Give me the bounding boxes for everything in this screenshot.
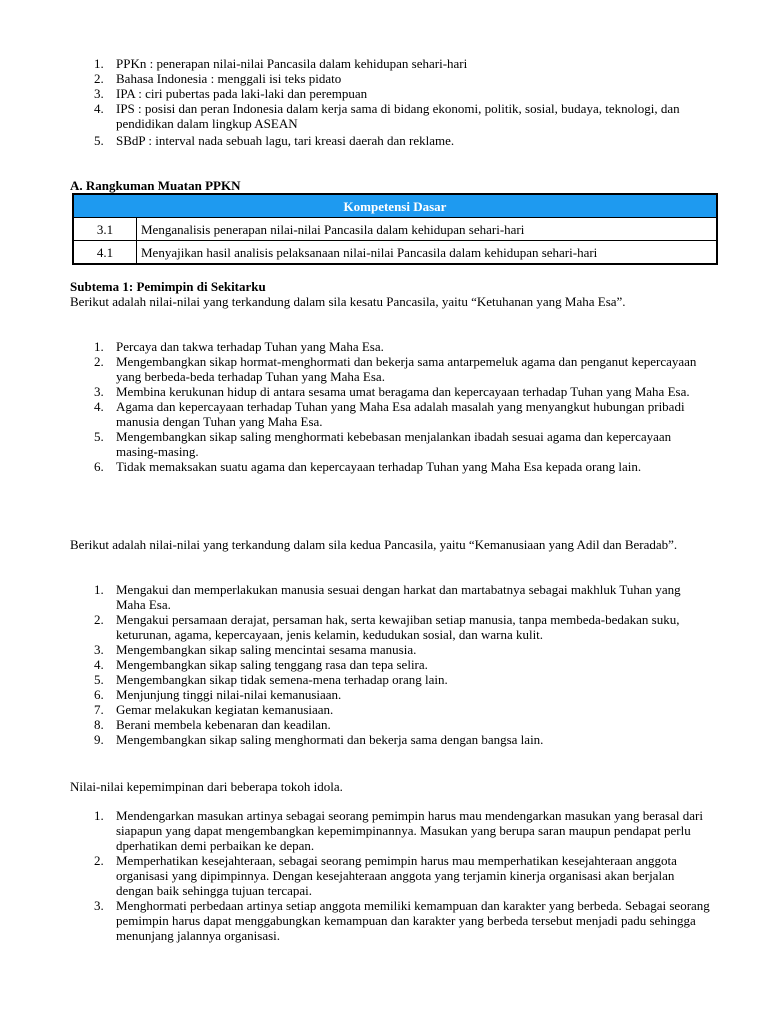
table-row bbox=[73, 241, 717, 265]
list-item-text: Percaya dan takwa terhadap Tuhan yang Maha Esa. bbox=[116, 339, 384, 354]
kd-code: 3.1 bbox=[73, 218, 137, 241]
list-item-text: PPKn : penerapan nilai-nilai Pancasila dalam kehidupan sehari-hari bbox=[116, 56, 468, 71]
list-item-text: Membina kerukunan hidup di antara sesama umat beragama dan kepercayaan terhadap Tuhan yang Maha Esa. bbox=[116, 384, 690, 399]
list-item-text: Mendengarkan masukan artinya sebagai seorang pemimpin harus mau mendengarkan masukan yang berasal dari siapapun yang dapat mengembangkan kepemimpinannya. Masukan yang berupa saran maupun pendapat perlu dperhatikan demi perbaikan ke depan. bbox=[116, 808, 703, 853]
leader-intro: Nilai-nilai kepemimpinan dari beberapa tokoh idola. bbox=[70, 779, 343, 794]
list-item: 4. IPS : posisi dan peran Indonesia dalam kerja sama di bidang ekonomi, politik, sosial, budaya, teknologi, dan pendidikan dalam lingkup ASEAN bbox=[94, 101, 680, 131]
kompetensi-dasar-table bbox=[72, 193, 718, 265]
list-item-text: Memperhatikan kesejahteraan, sebagai seorang pemimpin harus mau memperhatikan kesejahteraan anggota organisasi yang dipimpinnya. Dengan kesejahteraan anggota yang terjamin kinerja organisasi akan berjalan dengan baik sehingga tujuan tercapai. bbox=[116, 853, 677, 898]
kd-code: 4.1 bbox=[73, 241, 137, 265]
list-item: 1. Mengakui dan memperlakukan manusia sesuai dengan harkat dan martabatnya sebagai makhluk Tuhan yang Maha Esa. bbox=[94, 582, 681, 612]
list-item: 3. Menghormati perbedaan artinya setiap anggota memiliki kemampuan dan karakter yang berbeda. Sebagai seorang pemimpin harus dapat menggabungkan kemampuan dan karakter yang berbeda tersebut menjadi padu sehingga menunjang jalannya organisasi. bbox=[94, 898, 710, 943]
leader-list bbox=[70, 808, 710, 943]
list-item-text: Mengembangkan sikap hormat-menghormati dan bekerja sama antarpemeluk agama dan penganut kepercayaan yang berbeda-beda terhadap Tuhan yang Maha Esa. bbox=[116, 354, 697, 384]
list-item-text: Bahasa Indonesia : menggali isi teks pidato bbox=[116, 71, 342, 86]
list-item-text: SBdP : interval nada sebuah lagu, tari kreasi daerah dan reklame. bbox=[116, 133, 455, 148]
list-item: 2. Mengembangkan sikap hormat-menghormati dan bekerja sama antarpemeluk agama dan penganut kepercayaan yang berbeda-beda terhadap Tuhan yang Maha Esa. bbox=[94, 354, 697, 384]
list-item-text: Mengembangkan sikap tidak semena-mena terhadap orang lain. bbox=[116, 672, 448, 687]
list-item: 1. Percaya dan takwa terhadap Tuhan yang Maha Esa. bbox=[94, 339, 384, 354]
list-item: 5. Mengembangkan sikap saling menghormati kebebasan menjalankan ibadah sesuai agama dan kepercayaan masing-masing. bbox=[94, 429, 672, 459]
list-item-text: Berani membela kebenaran dan keadilan. bbox=[116, 717, 331, 732]
list-item: 3. Mengembangkan sikap saling mencintai sesama manusia. bbox=[94, 642, 417, 657]
list-item: 2. Bahasa Indonesia : menggali isi teks pidato bbox=[94, 71, 342, 86]
list-item-text: Menghormati perbedaan artinya setiap anggota memiliki kemampuan dan karakter yang berbeda. Sebagai seorang pemimpin harus dapat menggabungkan kemampuan dan karakter yang berbeda tersebut menjadi padu sehingga menunjang jalannya organisasi. bbox=[116, 898, 710, 943]
list-item: 2. Mengakui persamaan derajat, persaman hak, serta kewajiban setiap manusia, tanpa membeda-bedakan suku, keturunan, agama, kepercayaan, jenis kelamin, kedudukan sosial, dan warna kulit. bbox=[94, 612, 680, 642]
section-a-title: A. Rangkuman Muatan PPKN bbox=[70, 178, 241, 193]
table-row bbox=[73, 218, 717, 241]
subject-list bbox=[70, 56, 710, 148]
list-item: 6. Tidak memaksakan suatu agama dan kepercayaan terhadap Tuhan yang Maha Esa kepada orang lain. bbox=[94, 459, 642, 474]
list-item: 4. Mengembangkan sikap saling tenggang rasa dan tepa selira. bbox=[94, 657, 428, 672]
kd-text: Menganalisis penerapan nilai-nilai Pancasila dalam kehidupan sehari-hari bbox=[137, 218, 718, 241]
list-item: 2. Memperhatikan kesejahteraan, sebagai seorang pemimpin harus mau memperhatikan kesejahteraan anggota organisasi yang dipimpinnya. Dengan kesejahteraan anggota yang terjamin kinerja organisasi akan berjalan dengan baik sehingga tujuan tercapai. bbox=[94, 853, 677, 898]
list-item: 3. Membina kerukunan hidup di antara sesama umat beragama dan kepercayaan terhadap Tuhan yang Maha Esa. bbox=[94, 384, 690, 399]
list-item-text: Gemar melakukan kegiatan kemanusiaan. bbox=[116, 702, 334, 717]
list-item-text: Mengembangkan sikap saling menghormati dan bekerja sama dengan bangsa lain. bbox=[116, 732, 544, 747]
sila2-intro: Berikut adalah nilai-nilai yang terkandung dalam sila kedua Pancasila, yaitu “Kemanusiaan yang Adil dan Beradab”. bbox=[70, 537, 678, 552]
list-item: 1. Mendengarkan masukan artinya sebagai seorang pemimpin harus mau mendengarkan masukan yang berasal dari siapapun yang dapat mengembangkan kepemimpinannya. Masukan yang berupa saran maupun pendapat perlu dperhatikan demi perbaikan ke depan. bbox=[94, 808, 703, 853]
kd-text: Menyajikan hasil analisis pelaksanaan nilai-nilai Pancasila dalam kehidupan sehari-hari bbox=[137, 241, 718, 265]
list-item-text: IPS : posisi dan peran Indonesia dalam kerja sama di bidang ekonomi, politik, sosial, budaya, teknologi, dan pendidikan dalam lingkup ASEAN bbox=[116, 101, 680, 131]
list-item-text: Mengembangkan sikap saling tenggang rasa dan tepa selira. bbox=[116, 657, 428, 672]
sila1-intro: Berikut adalah nilai-nilai yang terkandung dalam sila kesatu Pancasila, yaitu “Ketuhanan yang Maha Esa”. bbox=[70, 294, 626, 309]
list-item: 3. IPA : ciri pubertas pada laki-laki dan perempuan bbox=[94, 86, 368, 101]
sila2-list bbox=[70, 582, 710, 747]
list-item: 4. Agama dan kepercayaan terhadap Tuhan yang Maha Esa adalah masalah yang menyangkut hubungan pribadi manusia dengan Tuhan yang Maha Esa. bbox=[94, 399, 685, 429]
list-item-text: Mengakui persamaan derajat, persaman hak, serta kewajiban setiap manusia, tanpa membeda-bedakan suku, keturunan, agama, kepercayaan, jenis kelamin, kedudukan sosial, dan warna kulit. bbox=[116, 612, 680, 642]
list-item-text: Mengakui dan memperlakukan manusia sesuai dengan harkat dan martabatnya sebagai makhluk Tuhan yang Maha Esa. bbox=[116, 582, 681, 612]
list-item-text: Menjunjung tinggi nilai-nilai kemanusiaan. bbox=[116, 687, 342, 702]
list-item: 7. Gemar melakukan kegiatan kemanusiaan. bbox=[94, 702, 334, 717]
table-header: Kompetensi Dasar bbox=[73, 194, 717, 218]
list-item-text: Agama dan kepercayaan terhadap Tuhan yang Maha Esa adalah masalah yang menyangkut hubungan pribadi manusia dengan Tuhan yang Maha Esa. bbox=[116, 399, 685, 429]
list-item-text: IPA : ciri pubertas pada laki-laki dan perempuan bbox=[116, 86, 368, 101]
list-item: 8. Berani membela kebenaran dan keadilan. bbox=[94, 717, 331, 732]
list-item: 5. SBdP : interval nada sebuah lagu, tari kreasi daerah dan reklame. bbox=[94, 133, 455, 148]
list-item: 1. PPKn : penerapan nilai-nilai Pancasila dalam kehidupan sehari-hari bbox=[94, 56, 468, 71]
subtema-title: Subtema 1: Pemimpin di Sekitarku bbox=[70, 279, 266, 294]
list-item: 6. Menjunjung tinggi nilai-nilai kemanusiaan. bbox=[94, 687, 342, 702]
list-item-text: Mengembangkan sikap saling menghormati kebebasan menjalankan ibadah sesuai agama dan kepercayaan masing-masing. bbox=[116, 429, 672, 459]
list-item-text: Mengembangkan sikap saling mencintai sesama manusia. bbox=[116, 642, 417, 657]
sila1-list bbox=[70, 339, 710, 474]
list-item: 9. Mengembangkan sikap saling menghormati dan bekerja sama dengan bangsa lain. bbox=[94, 732, 544, 747]
list-item: 5. Mengembangkan sikap tidak semena-mena terhadap orang lain. bbox=[94, 672, 448, 687]
list-item-text: Tidak memaksakan suatu agama dan kepercayaan terhadap Tuhan yang Maha Esa kepada orang lain. bbox=[116, 459, 642, 474]
